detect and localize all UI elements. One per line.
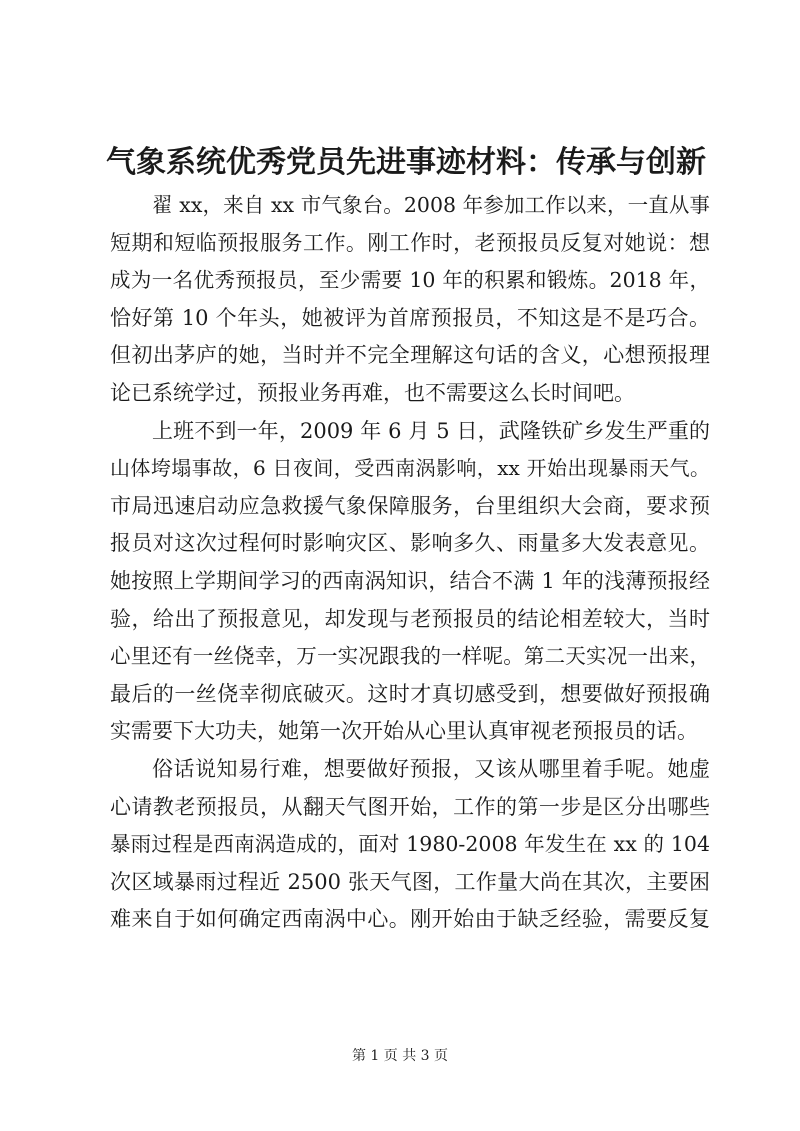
document-title: 气象系统优秀党员先进事迹材料：传承与创新 [106, 145, 706, 180]
text-line: 难来自于如何确定西南涡中心。刚开始由于缺乏经验，需要反复 [110, 907, 710, 932]
text-line: 翟 xx，来自 xx 市气象台。2008 年参加工作以来，一直从事 [152, 193, 710, 217]
text-line: 山体垮塌事故，6 日夜间，受西南涡影响，xx 开始出现暴雨天气。 [110, 456, 710, 481]
text-line: 论已系统学过，预报业务再难，也不需要这么长时间吧。 [110, 380, 635, 405]
text-line: 次区域暴雨过程近 2500 张天气图，工作量大尚在其次，主要困 [110, 869, 710, 894]
paragraph-1 [110, 187, 710, 413]
paragraph-3 [110, 751, 710, 939]
text-line: 心请教老预报员，从翻天气图开始，工作的第一步是区分出哪些 [110, 794, 710, 819]
text-line: 恰好第 10 个年头，她被评为首席预报员，不知这是不是巧合。 [110, 305, 710, 330]
text-line: 俗话说知易行难，想要做好预报，又该从哪里着手呢。她虚 [152, 756, 710, 781]
document-body [110, 187, 710, 939]
text-line: 暴雨过程是西南涡造成的，面对 1980-2008 年发生在 xx 的 104 [110, 832, 710, 857]
text-line: 市局迅速启动应急救援气象保障服务，台里组织大会商，要求预 [110, 493, 710, 518]
text-line: 她按照上学期间学习的西南涡知识，结合不满 1 年的浅薄预报经 [110, 568, 710, 593]
text-line: 最后的一丝侥幸彻底破灭。这时才真切感受到，想要做好预报确 [110, 681, 710, 706]
text-line: 但初出茅庐的她，当时并不完全理解这句话的含义，心想预报理 [110, 343, 710, 368]
paragraph-2 [110, 413, 710, 751]
text-line: 实需要下大功夫，她第一次开始从心里认真审视老预报员的话。 [110, 719, 698, 744]
text-line: 短期和短临预报服务工作。刚工作时，老预报员反复对她说：想 [110, 230, 710, 255]
page-footer: 第 1 页 共 3 页 [351, 1048, 449, 1064]
text-line: 报员对这次过程何时影响灾区、影响多久、雨量多大发表意见。 [110, 531, 710, 556]
text-line: 心里还有一丝侥幸，万一实况跟我的一样呢。第二天实况一出来， [110, 644, 710, 669]
text-line: 验，给出了预报意见，却发现与老预报员的结论相差较大，当时 [110, 606, 710, 631]
text-line: 成为一名优秀预报员，至少需要 10 年的积累和锻炼。2018 年， [110, 268, 710, 293]
text-line: 上班不到一年，2009 年 6 月 5 日，武隆铁矿乡发生严重的 [152, 418, 710, 443]
